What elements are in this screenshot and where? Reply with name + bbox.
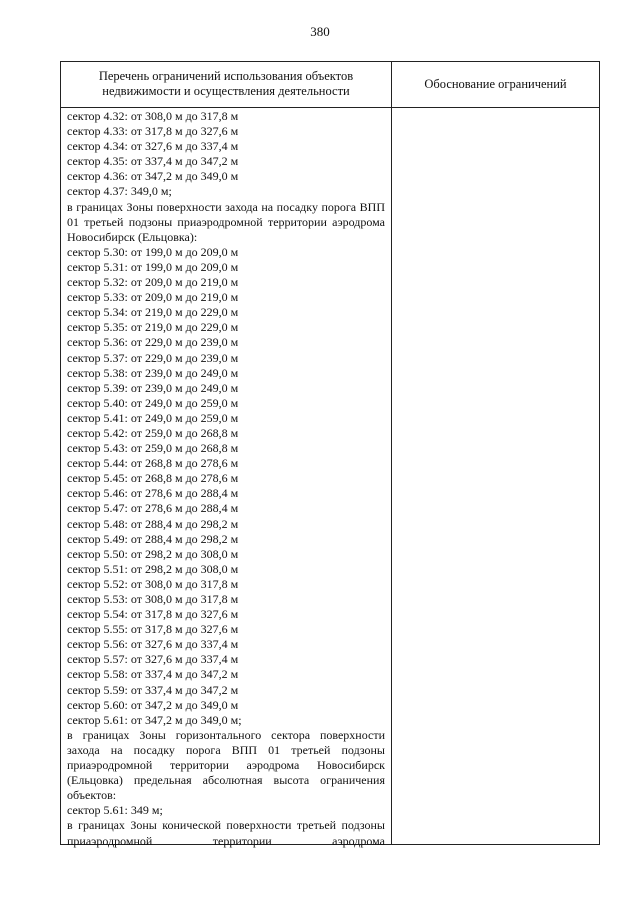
sector-line: сектор 5.31: от 199,0 м до 209,0 м [67,259,239,274]
sector-line: сектор 5.37: от 229,0 м до 239,0 м [67,350,239,365]
sector-line: сектор 5.41: от 249,0 м до 259,0 м [67,410,239,425]
header-divider [61,107,599,108]
sector-line: сектор 5.57: от 327,6 м до 337,4 м [67,652,239,667]
sector-line: сектор 5.38: от 239,0 м до 249,0 м [67,365,239,380]
sector-line: сектор 4.34: от 327,6 м до 337,4 м [67,139,239,154]
sector-line: сектор 4.32: от 308,0 м до 317,8 м [67,109,239,123]
sector-line: сектор 5.49: от 288,4 м до 298,2 м [67,531,239,546]
header-restrictions-list [61,69,391,99]
sector-line: сектор 4.33: от 317,8 м до 327,6 м [67,124,239,139]
sector-line: сектор 5.53: от 308,0 м до 317,8 м [67,592,239,606]
restrictions-table [60,61,600,848]
sector-line: сектор 5.40: от 249,0 м до 259,0 м [67,395,239,410]
sector-line: сектор 5.59: от 337,4 м до 347,2 м [67,682,239,697]
restrictions-cell [67,109,385,849]
sector-line: сектор 5.35: от 219,0 м до 229,0 м [67,320,239,335]
sector-line: сектор 4.35: от 337,4 м до 347,2 м [67,154,239,169]
sector-line: сектор 5.52: от 308,0 м до 317,8 м [67,576,239,591]
sector-line: сектор 5.51: от 298,2 м до 308,0 м [67,561,239,576]
paragraph-conical-surface: в границах Зоны конической поверхности третьей подзоны приаэродромной территории аэродрома [67,818,385,848]
sector-line: сектор 5.61: от 347,2 м до 349,0 м; [67,712,242,727]
header-justification: Обоснование ограничений [424,77,567,91]
sector-line: сектор 5.30: от 199,0 м до 209,0 м [67,244,239,259]
sector-line: сектор 5.36: от 229,0 м до 239,0 м [67,335,239,350]
header-left-line-1: Перечень ограничений использования объектов [98,69,354,83]
sector-line: сектор 5.56: от 327,6 м до 337,4 м [67,637,239,652]
sector-line: сектор 5.48: от 288,4 м до 298,2 м [67,516,239,531]
sector-line: сектор 5.32: от 209,0 м до 219,0 м [67,275,239,290]
sector-line: сектор 5.42: от 259,0 м до 268,8 м [67,425,239,440]
sector-line: сектор 5.33: от 209,0 м до 219,0 м [67,290,239,305]
sector-line: сектор 5.34: от 219,0 м до 229,0 м [67,305,239,320]
paragraph-horizontal-sector: в границах Зоны горизонтального сектора поверхности захода на посадку порога ВПП 01 третьей подзоны приаэродромной территории аэродрома Новосибирск (Ельцовка) предельная абсолютная высота ограничения объектов: [67,727,385,803]
sector-line: сектор 5.45: от 268,8 м до 278,6 м [67,471,239,486]
sector-line-single: сектор 5.61: 349 м; [67,803,163,818]
sector-line: сектор 5.60: от 347,2 м до 349,0 м [67,697,239,712]
sector-line: сектор 5.50: от 298,2 м до 308,0 м [67,546,239,561]
column-divider [391,62,392,844]
sector-line: сектор 5.46: от 278,6 м до 288,4 м [67,486,239,501]
sector-line: сектор 5.44: от 268,8 м до 278,6 м [67,456,239,471]
sector-line: сектор 4.36: от 347,2 м до 349,0 м [67,169,239,184]
sector-line: сектор 5.43: от 259,0 м до 268,8 м [67,441,239,456]
page-number: 380 [310,24,330,39]
sector-line: сектор 5.47: от 278,6 м до 288,4 м [67,501,239,516]
sector-list-2 [67,245,385,728]
header-left-line-2: недвижимости и осуществления деятельности [102,84,350,98]
sector-line: сектор 5.55: от 317,8 м до 327,6 м [67,622,239,637]
sector-line: сектор 4.37: 349,0 м; [67,184,172,199]
paragraph-approach-zone: в границах Зоны поверхности захода на посадку порога ВПП 01 третьей подзоны приаэродромной территории аэродрома Новосибирск (Ельцовка): [67,199,385,244]
sector-list-1 [67,109,385,200]
sector-line: сектор 5.58: от 337,4 м до 347,2 м [67,667,239,682]
sector-line: сектор 5.54: от 317,8 м до 327,6 м [67,607,239,622]
sector-line: сектор 5.39: от 239,0 м до 249,0 м [67,380,239,395]
